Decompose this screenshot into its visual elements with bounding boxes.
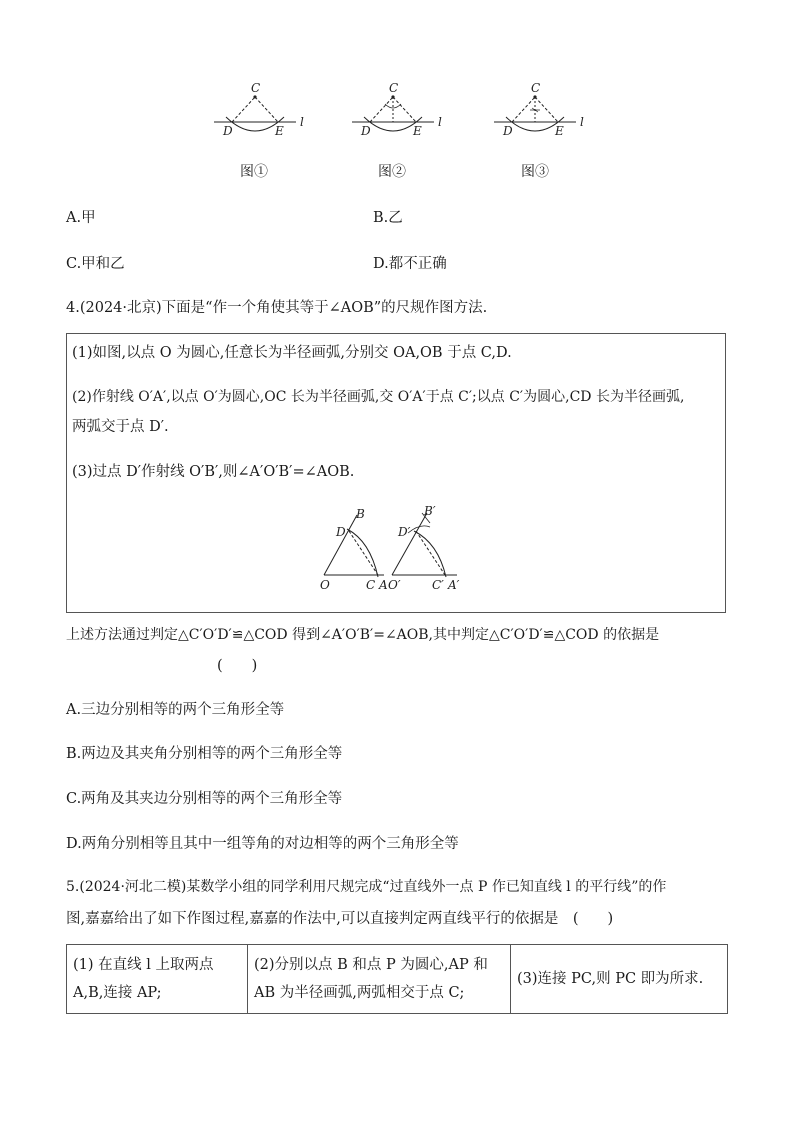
- q4-option-b[interactable]: B.两边及其夹角分别相等的两个三角形全等: [66, 746, 343, 762]
- fig1-label-e: E: [275, 124, 284, 138]
- table-row: [67, 945, 728, 1014]
- fig1-label-d: D: [223, 124, 233, 138]
- q4-label-d: D: [336, 525, 346, 539]
- figure-1: [210, 80, 310, 140]
- q4-option-d[interactable]: D.两角分别相等且其中一组等角的对边相等的两个三角形全等: [66, 836, 459, 852]
- q3-option-a[interactable]: A.甲: [66, 210, 96, 226]
- q4-figure: [312, 503, 472, 598]
- q4-label-o: O: [320, 578, 330, 592]
- fig3-label-d: D: [503, 124, 513, 138]
- fig2-label-c: C: [389, 81, 399, 95]
- figure-2: [348, 80, 448, 140]
- q4-label-a: A: [379, 578, 388, 592]
- fig2-label-l: l: [438, 115, 442, 129]
- fig2-label-d: D: [361, 124, 371, 138]
- q5-cell-step1: (1) 在直线 l 上取两点 A,B,连接 AP;: [67, 945, 248, 1014]
- fig3-label-c: C: [531, 81, 541, 95]
- q4-label-c-prime: C′: [432, 578, 444, 592]
- q4-label-o-prime: O′: [388, 578, 401, 592]
- q4-step2-line1: (2)作射线 O′A′,以点 O′为圆心,OC 长为半径画弧,交 O′A′于点 C′;以点 C′为圆心,CD 长为半径画弧,: [72, 389, 685, 405]
- q4-answer-paren: ( ): [217, 658, 258, 674]
- q3-option-b[interactable]: B.乙: [373, 210, 403, 226]
- q4-label-b: B: [356, 507, 365, 521]
- q5-stem-line2: 图,嘉嘉给出了如下作图过程,嘉嘉的作法中,可以直接判定两直线平行的依据是 ( ): [66, 911, 614, 927]
- q4-option-a[interactable]: A.三边分别相等的两个三角形全等: [66, 702, 285, 718]
- figure-1-caption: 图①: [240, 164, 268, 180]
- fig3-label-l: l: [580, 115, 584, 129]
- q4-stem: 4.(2024·北京)下面是“作一个角使其等于∠AOB”的尺规作图方法.: [66, 300, 488, 316]
- q4-step3: (3)过点 D′作射线 O′B′,则∠A′O′B′=∠AOB.: [72, 464, 355, 480]
- q4-label-d-prime: D′: [398, 525, 411, 539]
- q5-cell-step3: (3)连接 PC,则 PC 即为所求.: [511, 945, 728, 1014]
- fig2-label-e: E: [413, 124, 422, 138]
- fig1-label-l: l: [300, 115, 304, 129]
- fig1-label-c: C: [251, 81, 261, 95]
- q4-label-a-prime: A′: [448, 578, 460, 592]
- q5-stem-line1: 5.(2024·河北二模)某数学小组的同学利用尺规完成“过直线外一点 P 作已知直线 l 的平行线”的作: [66, 879, 667, 895]
- q4-step1: (1)如图,以点 O 为圆心,任意长为半径画弧,分别交 OA,OB 于点 C,D.: [72, 345, 512, 361]
- q4-step2-line2: 两弧交于点 D′.: [72, 419, 169, 435]
- fig3-label-e: E: [555, 124, 564, 138]
- figure-2-caption: 图②: [378, 164, 406, 180]
- q4-label-b-prime: B′: [424, 504, 436, 518]
- q5-procedure-table: [66, 944, 728, 1014]
- q3-option-d[interactable]: D.都不正确: [373, 256, 447, 272]
- q5-cell-step2: (2)分别以点 B 和点 P 为圆心,AP 和 AB 为半径画弧,两弧相交于点 C;: [248, 945, 511, 1014]
- q4-label-c: C: [366, 578, 376, 592]
- figure-3: [490, 80, 590, 140]
- figure-3-caption: 图③: [521, 164, 549, 180]
- q3-option-c[interactable]: C.甲和乙: [66, 256, 125, 272]
- q4-after-line1: 上述方法通过判定△C′O′D′≌△COD 得到∠A′O′B′=∠AOB,其中判定△C′O′D′≌△COD 的依据是: [66, 627, 660, 643]
- q4-option-c[interactable]: C.两角及其夹边分别相等的两个三角形全等: [66, 791, 343, 807]
